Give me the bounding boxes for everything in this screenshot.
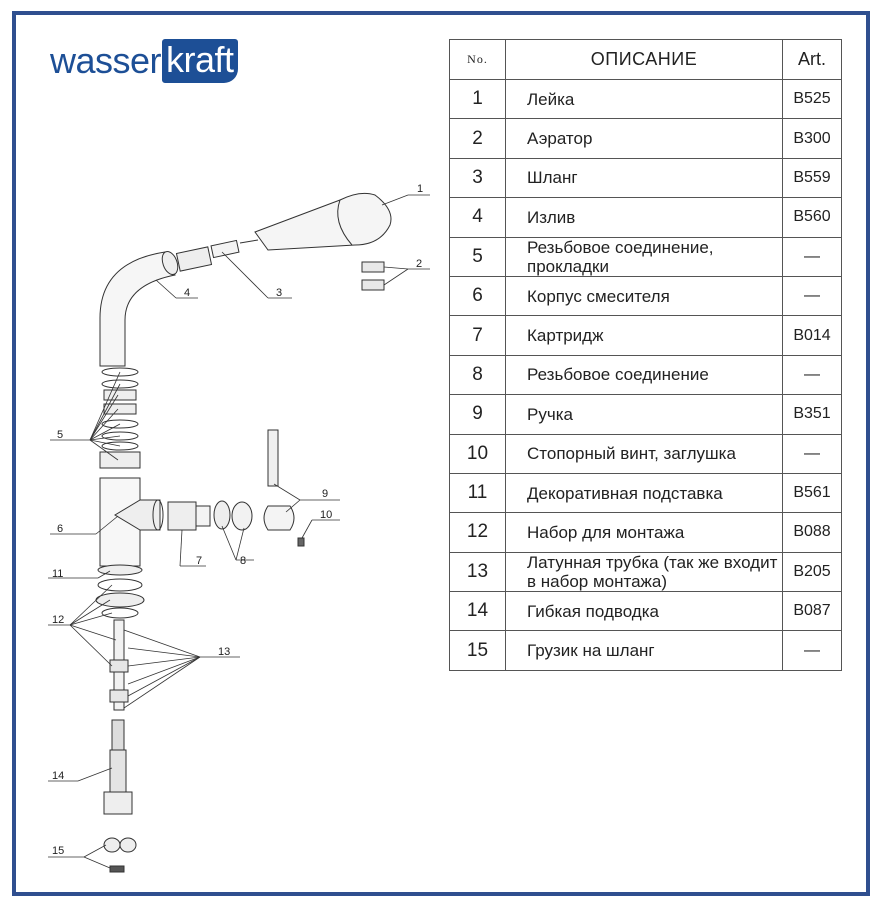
row-art: B560 (783, 198, 842, 237)
row-art: — (783, 276, 842, 315)
row-no: 1 (450, 80, 506, 119)
header-art: Art. (783, 40, 842, 80)
row-art: B087 (783, 592, 842, 631)
table-row (450, 434, 842, 473)
row-no: 12 (450, 513, 506, 552)
row-no: 4 (450, 198, 506, 237)
row-description: Стопорный винт, заглушка (506, 434, 783, 473)
table-row (450, 198, 842, 237)
callout-1: 1 (417, 183, 424, 195)
row-description: Картридж (506, 316, 783, 355)
row-no: 6 (450, 276, 506, 315)
callout-13: 13 (218, 646, 231, 658)
table-row (450, 552, 842, 591)
row-description: Гибкая подводка (506, 592, 783, 631)
table-row (450, 316, 842, 355)
spout-part (100, 249, 181, 366)
row-art: B014 (783, 316, 842, 355)
row-description: Корпус смесителя (506, 276, 783, 315)
parts-table-body (450, 80, 842, 671)
row-art: B559 (783, 158, 842, 197)
row-description: Латунная трубка (так же входит в набор монтажа) (506, 552, 783, 591)
row-description: Набор для монтажа (506, 513, 783, 552)
callout-12: 12 (52, 614, 65, 626)
mounting-kit-part (96, 579, 144, 618)
thread-nut-part (214, 501, 252, 530)
brass-tube-part (110, 620, 128, 710)
header-description: ОПИСАНИЕ (506, 40, 783, 80)
row-art: — (783, 434, 842, 473)
callout-2: 2 (416, 258, 423, 270)
brand-logo-part1: wasser (50, 40, 162, 81)
row-art: — (783, 631, 842, 670)
callout-15: 15 (52, 845, 65, 857)
table-row (450, 592, 842, 631)
row-description: Ручка (506, 395, 783, 434)
row-description: Резьбовое соединение, прокладки (506, 237, 783, 276)
table-row (450, 237, 842, 276)
spray-head-part (255, 193, 391, 250)
callout-11: 11 (52, 568, 64, 580)
handle-part (264, 430, 294, 530)
row-no: 2 (450, 119, 506, 158)
row-no: 8 (450, 355, 506, 394)
table-row (450, 276, 842, 315)
decorative-base-part (98, 565, 142, 575)
table-row (450, 158, 842, 197)
row-description: Лейка (506, 80, 783, 119)
table-row (450, 473, 842, 512)
callout-8: 8 (240, 555, 247, 567)
row-no: 5 (450, 237, 506, 276)
hose-weight-part (104, 838, 136, 872)
row-description: Аэратор (506, 119, 783, 158)
header-no: No. (450, 40, 506, 80)
table-row (450, 631, 842, 670)
mixer-body-part (100, 478, 163, 566)
row-no: 9 (450, 395, 506, 434)
row-no: 15 (450, 631, 506, 670)
row-no: 11 (450, 473, 506, 512)
row-art: B525 (783, 80, 842, 119)
row-art: B088 (783, 513, 842, 552)
row-no: 13 (450, 552, 506, 591)
callout-4: 4 (184, 287, 191, 299)
table-row (450, 395, 842, 434)
table-row (450, 355, 842, 394)
aerator-part (362, 262, 384, 290)
callout-6: 6 (57, 523, 64, 535)
row-description: Резьбовое соединение (506, 355, 783, 394)
row-no: 14 (450, 592, 506, 631)
row-no: 10 (450, 434, 506, 473)
callout-9: 9 (322, 488, 329, 500)
table-row (450, 119, 842, 158)
brand-logo-part2: kraft (162, 39, 238, 83)
row-description: Излив (506, 198, 783, 237)
row-no: 7 (450, 316, 506, 355)
row-art: B351 (783, 395, 842, 434)
hose-connector-part (176, 240, 258, 271)
parts-table-header (450, 40, 842, 80)
set-screw-part (298, 538, 304, 546)
callout-7: 7 (196, 555, 203, 567)
gasket-stack-part (100, 368, 140, 468)
cartridge-part (168, 502, 210, 530)
row-description: Шланг (506, 158, 783, 197)
callout-14: 14 (52, 770, 65, 782)
row-art: — (783, 355, 842, 394)
row-art: B561 (783, 473, 842, 512)
callout-5: 5 (57, 429, 64, 441)
row-art: B205 (783, 552, 842, 591)
callout-10: 10 (320, 509, 333, 521)
row-art: — (783, 237, 842, 276)
flexible-hose-part (104, 720, 132, 814)
row-art: B300 (783, 119, 842, 158)
parts-table (449, 39, 842, 671)
callout-3: 3 (276, 287, 283, 299)
table-row (450, 80, 842, 119)
table-row (450, 513, 842, 552)
row-description: Грузик на шланг (506, 631, 783, 670)
row-description: Декоративная подставка (506, 473, 783, 512)
row-no: 3 (450, 158, 506, 197)
